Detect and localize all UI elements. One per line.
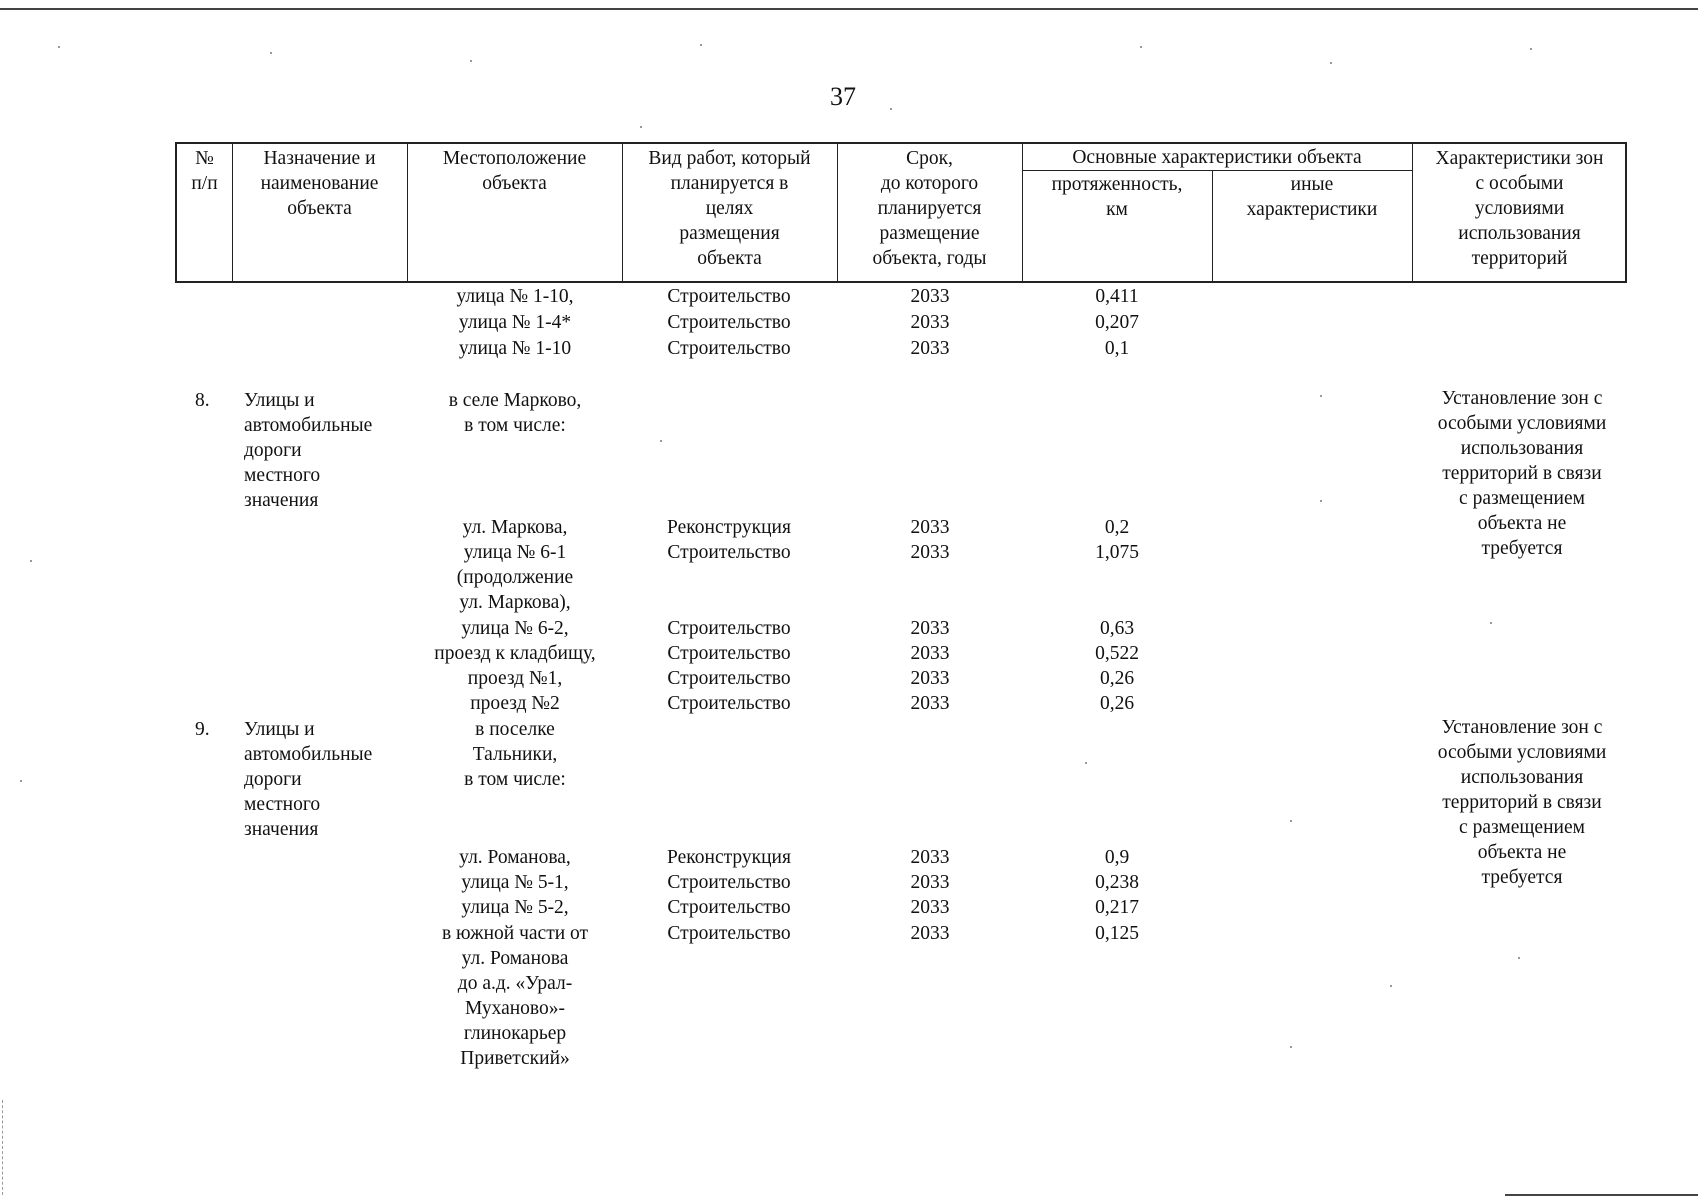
item-8-row-6-location: проезд №2 [470,693,560,714]
item-8-zones: Установление зон с особыми условиями использования территорий в связи с размещением объекта не требуется [1437,388,1607,559]
item-8-row-1-year: 2033 [910,517,950,538]
scan-border-bottom [1505,1194,1698,1196]
item-8-row-5-year: 2033 [910,668,950,689]
item-9-row-1-length: 0,9 [1104,847,1130,868]
item-8-row-1-location: ул. Маркова, [462,517,568,538]
item-9-row-2-length: 0,238 [1095,872,1139,893]
item-8-row-3-year: 2033 [910,618,950,639]
item-8-row-2-work: Строительство [667,542,791,563]
table-header [175,142,1627,283]
item-9-row-4-year: 2033 [910,923,950,944]
item-9-row-3-location: улица № 5-2, [461,897,569,918]
item-8-row-4-work: Строительство [667,643,791,664]
cont-row-3-location: улица № 1-10 [458,338,572,359]
item-8-location-intro: в селе Марково, в том числе: [448,390,582,436]
item-9-name: Улицы и автомобильные дороги местного значения [244,719,373,840]
item-8-row-1-work: Реконструкция [667,517,791,538]
cont-row-2-work: Строительство [667,312,791,333]
item-9-row-2-work: Строительство [667,872,791,893]
header-col-length: протяженность, км [1051,174,1183,220]
item-8-name: Улицы и автомобильные дороги местного значения [244,390,373,511]
header-col-name: Назначение и наименование объекта [260,148,379,219]
cont-row-3-year: 2033 [910,338,950,359]
header-col-main: Основные характеристики объекта [1072,147,1362,168]
item-9-row-1-work: Реконструкция [667,847,791,868]
cont-row-2-year: 2033 [910,312,950,333]
item-9-row-3-work: Строительство [667,897,791,918]
item-9-row-2-year: 2033 [910,872,950,893]
item-8-row-6-work: Строительство [667,693,791,714]
cont-row-1-location: улица № 1-10, [456,286,574,307]
cont-row-2-length: 0,207 [1095,312,1139,333]
item-8-row-3-location: улица № 6-2, [461,618,569,639]
header-col-location: Местоположение объекта [442,148,587,194]
cont-row-3-work: Строительство [667,338,791,359]
header-col-zones: Характеристики зон с особыми условиями использования территорий [1435,148,1604,269]
item-8-number: 8. [195,390,210,411]
item-9-number: 9. [195,719,210,740]
cont-row-2-location: улица № 1-4* [458,312,572,333]
cont-row-1-year: 2033 [910,286,950,307]
item-8-row-4-year: 2033 [910,643,950,664]
item-9-row-3-length: 0,217 [1095,897,1139,918]
item-9-row-4-location: в южной части от ул. Романова до а.д. «Урал- Муханово»- глинокарьер Приветский» [441,923,589,1069]
item-8-row-4-location: проезд к кладбищу, [434,643,596,664]
scan-border-top [0,8,1698,10]
item-9-row-4-length: 0,125 [1095,923,1139,944]
item-8-row-4-length: 0,522 [1095,643,1139,664]
item-8-row-6-length: 0,26 [1099,693,1135,714]
item-8-row-2-year: 2033 [910,542,950,563]
cont-row-1-length: 0,411 [1095,286,1139,307]
item-9-row-1-location: ул. Романова, [459,847,571,868]
item-9-zones: Установление зон с особыми условиями использования территорий в связи с размещением объекта не требуется [1437,717,1607,888]
item-8-row-1-length: 0,2 [1104,517,1130,538]
cont-row-1-work: Строительство [667,286,791,307]
item-9-row-2-location: улица № 5-1, [461,872,569,893]
cont-row-3-length: 0,1 [1104,338,1130,359]
header-col-term: Срок, до которого планируется размещение объекта, годы [872,148,987,269]
item-8-row-3-length: 0,63 [1099,618,1135,639]
item-9-location-intro: в поселке Тальники, в том числе: [464,719,566,790]
item-8-row-6-year: 2033 [910,693,950,714]
scan-border-left [2,1100,4,1195]
item-8-row-2-location: улица № 6-1 (продолжение ул. Маркова), [456,542,574,613]
item-8-row-2-length: 1,075 [1095,542,1139,563]
header-col-num: № п/п [191,148,218,194]
item-8-row-5-work: Строительство [667,668,791,689]
page-number: 37 [830,82,856,111]
item-9-row-1-year: 2033 [910,847,950,868]
item-8-row-5-length: 0,26 [1099,668,1135,689]
item-9-row-4-work: Строительство [667,923,791,944]
item-8-row-3-work: Строительство [667,618,791,639]
header-col-work: Вид работ, который планируется в целях размещения объекта [648,148,811,269]
header-col-other: иные характеристики [1246,174,1378,220]
item-9-row-3-year: 2033 [910,897,950,918]
item-8-row-5-location: проезд №1, [467,668,563,689]
